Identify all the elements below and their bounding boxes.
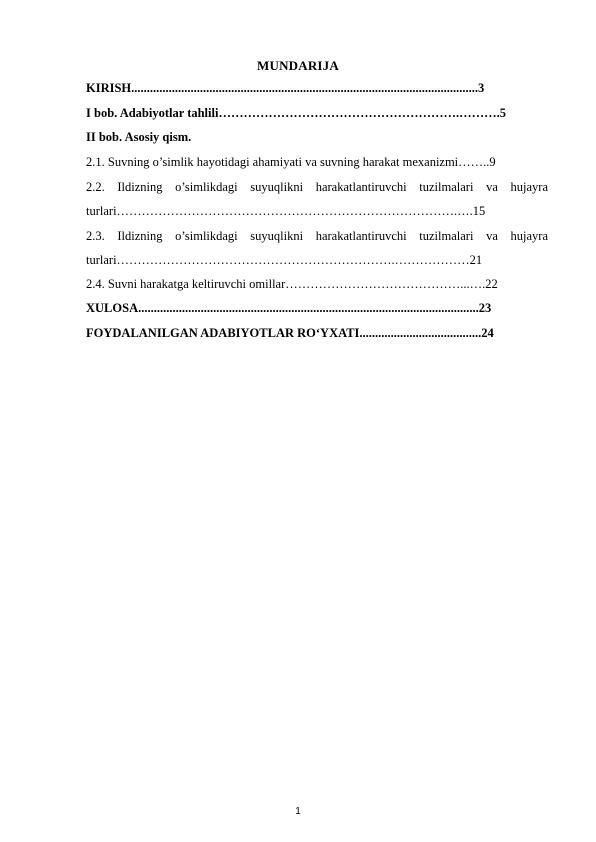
page-title: MUNDARIJA: [257, 58, 339, 73]
toc-entry-2-2-line-1: 2.2. Ildizning o’simlikdagi suyuqlikni harakatlantiruvchi tuzilmalari va hujayra: [86, 180, 548, 194]
toc-entry-2-3-line-1: 2.3. Ildizning o’simlikdagi suyuqlikni harakatlantiruvchi tuzilmalari va hujayra: [86, 229, 548, 243]
toc-entry-2-2-line-2: turlari……………………………………………………………………….….15: [86, 204, 486, 218]
toc-entry-chapter-2: II bob. Asosiy qism.: [86, 130, 192, 144]
toc-entry-references: FOYDALANILGAN ADABIYOTLAR RO‘YXATI.......................................24: [86, 326, 494, 340]
toc-entry-kirish: KIRISH...............................................................................................................3: [86, 81, 485, 95]
toc-entry-2-1: 2.1. Suvning o’simlik hayotidagi ahamiyati va suvning harakat mexanizmi……..9: [86, 155, 496, 169]
page-number: 1: [295, 806, 301, 817]
toc-entry-xulosa: XULOSA.............................................................................................................23: [86, 301, 492, 315]
toc-entry-chapter-1: I bob. Adabiyotlar tahlili………………………………………………….……….5: [86, 106, 506, 120]
toc-entry-2-4: 2.4. Suvni harakatga keltiruvchi omillar……………………………………...….22: [86, 277, 498, 291]
toc-entry-2-3-line-2: turlari………………………………………………………….………………21: [86, 253, 483, 267]
